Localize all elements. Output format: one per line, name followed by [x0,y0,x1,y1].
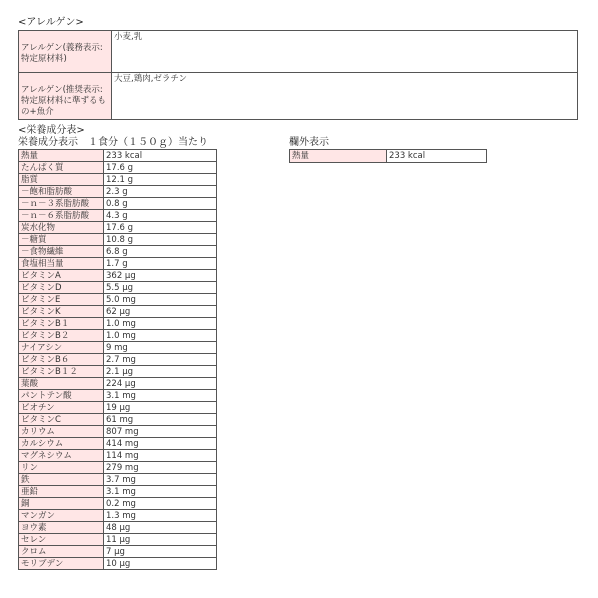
allergen-heading: <アレルゲン> [18,17,84,28]
nutrient-name: 炭水化物 [19,222,104,234]
nutrient-name: 熱量 [290,150,387,163]
sidebar-heading: 欄外表示 [289,137,329,148]
nutrient-name: パントテン酸 [19,390,104,402]
nutrition-row [19,294,217,306]
nutrient-name: ビタミンK [19,306,104,318]
nutrient-name: ビタミンA [19,270,104,282]
nutrient-value: 114 mg [104,450,217,462]
nutrient-name: カリウム [19,426,104,438]
nutrient-name: －糖質 [19,234,104,246]
nutrition-heading: <栄養成分表> [18,125,85,136]
nutrient-name: クロム [19,546,104,558]
nutrition-row [19,426,217,438]
nutrient-value: 5.5 μg [104,282,217,294]
nutrient-name: 脂質 [19,174,104,186]
nutrient-name: カルシウム [19,438,104,450]
nutrition-row [19,462,217,474]
nutrient-name: －ｎ－６系脂肪酸 [19,210,104,222]
nutrition-row [19,186,217,198]
nutrition-row [19,270,217,282]
nutrition-row [19,498,217,510]
nutrient-value: 1.3 mg [104,510,217,522]
nutrient-name: ビタミンD [19,282,104,294]
nutrient-value: 12.1 g [104,174,217,186]
nutrition-row [19,474,217,486]
nutrition-row [19,246,217,258]
nutrient-name: 食塩相当量 [19,258,104,270]
nutrient-value: 2.1 μg [104,366,217,378]
allergen-label: アレルゲン(推奨表示:特定原材料に準ずるもの+魚介 [19,73,112,120]
nutrient-value: 48 μg [104,522,217,534]
nutrition-row [19,162,217,174]
nutrition-row [19,546,217,558]
nutrient-value: 279 mg [104,462,217,474]
nutrient-name: ビタミンE [19,294,104,306]
nutrition-row [19,342,217,354]
nutrient-value: 1.7 g [104,258,217,270]
nutrient-name: モリブデン [19,558,104,570]
nutrient-name: ビタミンB１ [19,318,104,330]
nutrient-name: ビタミンC [19,414,104,426]
nutrient-value: 6.8 g [104,246,217,258]
nutrient-name: －食物繊維 [19,246,104,258]
nutrient-name: ナイアシン [19,342,104,354]
nutrient-value: 17.6 g [104,162,217,174]
nutrition-row [19,210,217,222]
nutrient-name: 葉酸 [19,378,104,390]
nutrition-row [19,330,217,342]
nutrient-value: 1.0 mg [104,318,217,330]
nutrition-row [19,222,217,234]
nutrition-row [19,558,217,570]
nutrient-name: ビタミンB２ [19,330,104,342]
nutrient-value: 3.1 mg [104,486,217,498]
nutrition-row [290,150,487,163]
nutrition-row [19,258,217,270]
nutrition-row [19,414,217,426]
nutrient-value: 9 mg [104,342,217,354]
nutrient-name: －ｎ－３系脂肪酸 [19,198,104,210]
nutrient-name: ヨウ素 [19,522,104,534]
nutrient-name: ビタミンB１２ [19,366,104,378]
nutrition-row [19,510,217,522]
nutrition-row [19,306,217,318]
nutrient-value: 233 kcal [387,150,487,163]
nutrition-table [18,149,217,570]
nutrition-row [19,534,217,546]
allergen-row [19,73,578,120]
nutrient-value: 61 mg [104,414,217,426]
nutrient-name: 亜鉛 [19,486,104,498]
nutrition-row [19,450,217,462]
nutrient-name: ビオチン [19,402,104,414]
nutrient-value: 5.0 mg [104,294,217,306]
nutrition-row [19,522,217,534]
nutrition-row [19,234,217,246]
nutrition-row [19,150,217,162]
nutrient-value: 0.2 mg [104,498,217,510]
nutrition-row [19,378,217,390]
nutrient-name: 鉄 [19,474,104,486]
nutrition-row [19,486,217,498]
nutrition-row [19,318,217,330]
allergen-table [18,30,578,120]
nutrient-value: 3.7 mg [104,474,217,486]
nutrient-name: マグネシウム [19,450,104,462]
allergen-value: 大豆,鶏肉,ゼラチン [112,73,578,120]
nutrient-value: 2.7 mg [104,354,217,366]
nutrient-value: 10.8 g [104,234,217,246]
nutrient-value: 3.1 mg [104,390,217,402]
nutrition-row [19,402,217,414]
nutrition-row [19,198,217,210]
nutrition-row [19,174,217,186]
nutrient-name: ビタミンB６ [19,354,104,366]
nutrient-name: －飽和脂肪酸 [19,186,104,198]
nutrition-row [19,366,217,378]
nutrient-value: 362 μg [104,270,217,282]
nutrient-name: 熱量 [19,150,104,162]
nutrient-value: 11 μg [104,534,217,546]
nutrition-row [19,354,217,366]
nutrient-value: 7 μg [104,546,217,558]
allergen-value: 小麦,乳 [112,31,578,73]
nutrient-value: 233 kcal [104,150,217,162]
nutrient-value: 10 μg [104,558,217,570]
allergen-row [19,31,578,73]
nutrient-value: 807 mg [104,426,217,438]
nutrient-value: 62 μg [104,306,217,318]
nutrient-name: たんぱく質 [19,162,104,174]
nutrient-value: 1.0 mg [104,330,217,342]
nutrient-name: 銅 [19,498,104,510]
nutrient-value: 2.3 g [104,186,217,198]
allergen-label: アレルゲン(義務表示:特定原材料) [19,31,112,73]
nutrient-value: 0.8 g [104,198,217,210]
nutrient-name: セレン [19,534,104,546]
nutrition-row [19,282,217,294]
nutrient-value: 17.6 g [104,222,217,234]
nutrient-value: 224 μg [104,378,217,390]
nutrient-value: 19 μg [104,402,217,414]
nutrient-value: 4.3 g [104,210,217,222]
sidebar-nutrition-table [289,149,487,163]
nutrition-row [19,438,217,450]
nutrient-name: リン [19,462,104,474]
nutrient-value: 414 mg [104,438,217,450]
nutrition-row [19,390,217,402]
nutrient-name: マンガン [19,510,104,522]
nutrition-subheading: 栄養成分表示 １食分（１５０ｇ）当たり [18,137,208,148]
